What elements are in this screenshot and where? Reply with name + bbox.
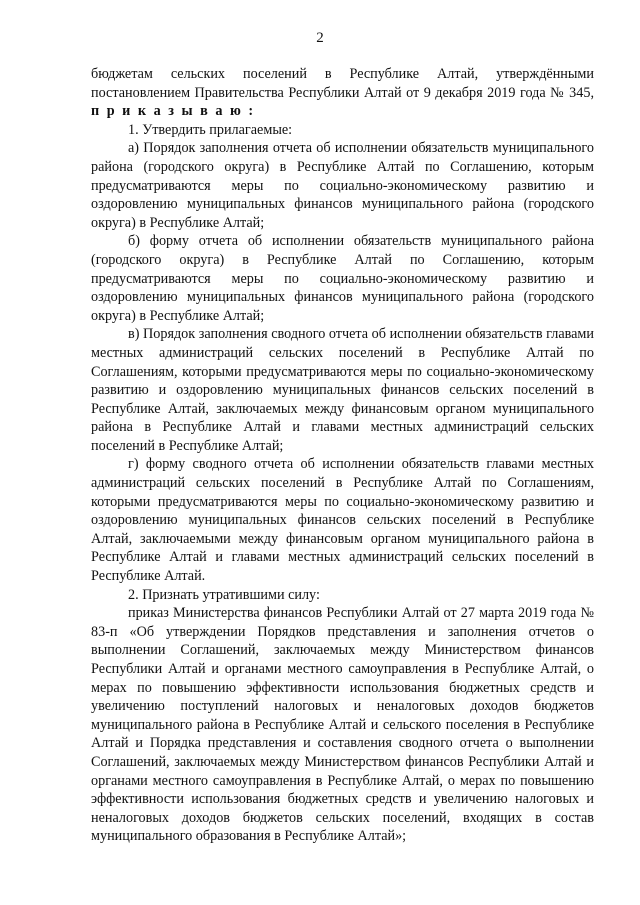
item-1-g: г) форму сводного отчета об исполнении обязательств главами местных администраций сельских поселений в Республике Алтай по Соглашениям, которыми предусматриваются меры по социально-экономическому развитию и оздоровлению муниципальных финансов сельских поселений в Республике Алтай, заключаемыми между финансовым органом муниципального района в Республике Алтай и главами местных администраций сельских поселений в Республике Алтай. <box>91 456 594 585</box>
document-body <box>91 65 594 846</box>
order-word: п р и к а з ы в а ю : <box>91 103 256 120</box>
item-2-order: приказ Министерства финансов Республики Алтай от 27 марта 2019 года № 83-п «Об утверждении Порядков представления и заполнения отчетов о выполнении Соглашений, заключаемых между Министерством финансов Республики Алтай и органами местного самоуправления в Республике Алтай, о мерах по повышению эффективности использования бюджетных средств и увеличению поступлений налоговых и неналоговых доходов бюджетов муниципального района в Республике Алтай и сельского поселения в Республике Алтай и Порядка представления и составления сводного отчета о выполнении Соглашений, заключаемых между Министерством финансов Республики Алтай и органами местного самоуправления в Республике Алтай, о мерах по повышению эффективности использования бюджетных средств и увеличению налоговых и неналоговых доходов бюджетов сельских поселений, входящих в состав муниципального образования в Республике Алтай»; <box>91 605 594 845</box>
intro-text: бюджетам сельских поселений в Республике Алтай, утверждёнными постановлением Правительства Республики Алтай от 9 декабря 2019 года № 345, <box>91 66 594 101</box>
intro-paragraph <box>91 65 594 121</box>
item-1-v: в) Порядок заполнения сводного отчета об исполнении обязательств главами местных администраций сельских поселений в Республике Алтай по Соглашениям, которыми предусматриваются меры по социально-экономическому развитию и оздоровлению муниципальных финансов сельских поселений в Республике Алтай, заключаемых между финансовым органом муниципального района в Республике Алтай и главами местных администраций сельских поселений в Республике Алтай; <box>91 326 594 454</box>
item-2-heading: 2. Признать утратившими силу: <box>128 586 320 603</box>
item-1-b: б) форму отчета об исполнении обязательств муниципального района (городского округа) в Республике Алтай по Соглашению, которым предусматриваются меры по социально-экономическому развитию и оздоровлению муниципальных финансов муниципального района (городского округа) в Республике Алтай; <box>91 233 594 324</box>
item-1-heading: 1. Утвердить прилагаемые: <box>128 121 293 138</box>
item-1-a: а) Порядок заполнения отчета об исполнении обязательств муниципального района (городского округа) в Республике Алтай по Соглашению, которым предусматриваются меры по социально-экономическому развитию и оздоровлению муниципальных финансов муниципального района (городского округа) в Республике Алтай; <box>91 140 594 231</box>
page-number: 2 <box>316 30 324 46</box>
